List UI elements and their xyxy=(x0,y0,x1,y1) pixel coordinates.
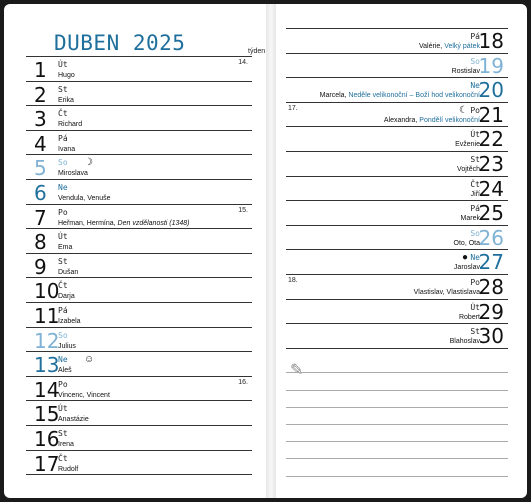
day-row xyxy=(286,28,508,54)
name-day xyxy=(452,68,480,75)
name-day-text: Izabela xyxy=(58,318,81,325)
day-of-week: So xyxy=(470,228,480,238)
day-number: 1 xyxy=(34,58,47,82)
name-day xyxy=(454,240,480,247)
day-number: 4 xyxy=(34,131,47,156)
name-day xyxy=(58,441,74,448)
holiday-note: Den vzdělanosti (1348) xyxy=(117,219,190,227)
name-day xyxy=(459,314,480,321)
day-number: 24 xyxy=(478,176,504,201)
holiday-name: Neděle velikonoční – Boží hod velikonoční xyxy=(348,92,480,100)
day-row xyxy=(286,102,508,128)
day-row xyxy=(26,81,252,107)
day-number: 27 xyxy=(478,250,504,275)
name-day xyxy=(58,392,110,399)
day-row xyxy=(26,327,252,353)
name-day xyxy=(58,195,111,202)
day-row xyxy=(26,228,252,254)
notes-line xyxy=(286,424,508,425)
day-of-week: St xyxy=(470,155,480,164)
day-row xyxy=(286,176,508,202)
day-number: 26 xyxy=(478,225,504,250)
name-day-text: Robert xyxy=(458,313,480,321)
day-number: 11 xyxy=(34,304,60,328)
day-row xyxy=(26,302,252,328)
name-day-text: Heřman, Hermína, xyxy=(58,219,116,227)
right-page xyxy=(286,4,508,498)
name-day-text: Blahoslav xyxy=(449,338,480,346)
name-day xyxy=(58,170,88,177)
name-day-text: Miroslava xyxy=(58,170,88,178)
holiday-name: Pondělí velikonoční xyxy=(419,116,480,124)
day-of-week: So xyxy=(470,56,480,66)
name-day xyxy=(471,191,480,198)
holiday-name: Velký pátek xyxy=(444,43,480,50)
name-day-text: Dušan xyxy=(58,268,79,276)
day-row xyxy=(26,376,252,402)
name-day-text: Vincenc, Vincent xyxy=(58,391,110,399)
name-day-text: Oto, Ota xyxy=(453,239,480,247)
day-number: 18 xyxy=(478,29,504,53)
name-day xyxy=(58,269,78,276)
day-of-week: Čt xyxy=(58,281,68,291)
name-day xyxy=(58,97,74,104)
notes-line xyxy=(286,407,508,408)
day-number: 8 xyxy=(34,230,47,255)
day-number: 10 xyxy=(34,279,60,304)
day-number: 2 xyxy=(34,82,47,107)
day-of-week: St xyxy=(470,327,480,337)
day-number: 3 xyxy=(34,107,47,132)
planner-spread xyxy=(4,4,527,498)
day-number: 16 xyxy=(34,427,60,451)
day-number: 6 xyxy=(34,181,47,205)
day-number: 15 xyxy=(34,402,60,427)
day-of-week: Út xyxy=(58,404,68,414)
day-of-week: Ne xyxy=(470,253,480,263)
name-day xyxy=(455,141,480,148)
day-row xyxy=(26,154,252,180)
day-row xyxy=(26,204,252,230)
name-day xyxy=(58,220,190,227)
name-day-text: Alexandra, xyxy=(383,116,418,124)
name-day-text: Julius xyxy=(58,342,76,350)
week-number: 15. xyxy=(238,206,248,214)
day-row xyxy=(286,200,508,226)
day-row xyxy=(286,53,508,79)
full-moon-icon: ☺ xyxy=(84,354,95,366)
name-day-text: Jaroslav xyxy=(453,264,480,272)
day-of-week: Po xyxy=(470,278,480,287)
name-day xyxy=(58,293,75,300)
name-day xyxy=(58,367,72,374)
name-day-text: Ema xyxy=(58,244,73,252)
day-of-week: Po xyxy=(470,105,480,115)
name-day xyxy=(384,117,480,124)
name-day xyxy=(58,416,89,423)
day-row xyxy=(286,249,508,275)
day-row xyxy=(26,400,252,426)
day-row xyxy=(286,274,508,300)
day-of-week: Ne xyxy=(58,183,68,192)
new-moon-icon: ● xyxy=(461,252,468,264)
day-of-week: Čt xyxy=(58,453,68,463)
name-day-text: Vlastislav, Vlastislava xyxy=(413,289,480,296)
day-of-week: So xyxy=(58,158,68,168)
name-day xyxy=(58,318,81,325)
day-number: 20 xyxy=(478,78,504,103)
day-of-week: St xyxy=(58,84,68,94)
name-day-text: Vendula, Venuše xyxy=(58,195,111,202)
name-day-text: Valérie, xyxy=(419,43,443,50)
day-number: 30 xyxy=(478,324,504,349)
day-row xyxy=(26,253,252,279)
day-number: 13 xyxy=(34,353,60,378)
pen-icon: ✎ xyxy=(290,362,304,379)
name-day-text: Evženie xyxy=(455,141,480,149)
name-day xyxy=(58,343,76,350)
month-title: DUBEN 2025 xyxy=(54,31,186,55)
day-of-week: Po xyxy=(58,379,68,389)
name-day-text: Erika xyxy=(58,96,74,104)
day-of-week: Út xyxy=(470,130,480,140)
day-of-week: Pá xyxy=(58,306,68,315)
day-number: 25 xyxy=(478,201,504,226)
name-day xyxy=(58,244,72,251)
day-row xyxy=(26,130,252,156)
notes-line xyxy=(286,458,508,459)
day-number: 22 xyxy=(478,127,504,152)
day-row xyxy=(286,323,508,349)
week-number: 17. xyxy=(288,104,298,112)
day-of-week: Po xyxy=(58,207,68,217)
day-row xyxy=(286,77,508,103)
day-of-week: Út xyxy=(58,60,68,69)
day-of-week: So xyxy=(58,330,68,340)
day-row xyxy=(26,179,252,205)
day-of-week: Pá xyxy=(470,32,480,41)
name-day xyxy=(414,289,480,296)
day-of-week: St xyxy=(58,256,68,266)
name-day-text: Jiří xyxy=(470,190,480,198)
notes-line xyxy=(286,372,508,373)
name-day-text: Aleš xyxy=(58,367,72,375)
day-of-week: Ne xyxy=(470,81,480,91)
day-number: 9 xyxy=(34,254,47,279)
day-of-week: Út xyxy=(58,232,68,242)
day-row xyxy=(286,225,508,251)
day-of-week: Pá xyxy=(470,204,480,214)
day-number: 7 xyxy=(34,205,47,230)
day-row xyxy=(26,56,252,82)
name-day xyxy=(320,92,480,99)
day-row xyxy=(26,425,252,451)
name-day-text: Rudolf xyxy=(58,465,79,473)
day-number: 5 xyxy=(34,156,47,181)
name-day xyxy=(58,146,75,153)
day-row xyxy=(26,105,252,131)
name-day-text: Vojtěch xyxy=(457,166,480,173)
name-day-text: Marcela, xyxy=(319,92,347,100)
day-of-week: Ne xyxy=(58,355,68,365)
name-day xyxy=(457,166,480,173)
week-header: týden xyxy=(248,48,266,55)
day-of-week: Pá xyxy=(58,133,68,143)
day-number: 29 xyxy=(478,299,504,324)
day-of-week: Čt xyxy=(58,109,68,119)
name-day xyxy=(58,466,78,473)
week-number: 18. xyxy=(288,277,298,284)
name-day-text: Darja xyxy=(58,293,75,301)
day-row xyxy=(26,450,252,476)
day-number: 28 xyxy=(478,275,504,299)
day-number: 17 xyxy=(34,451,60,476)
name-day xyxy=(461,215,480,222)
moon-phase-icon: ☽ xyxy=(84,157,93,169)
name-day xyxy=(419,43,480,50)
day-of-week: St xyxy=(58,429,68,438)
name-day-text: Marek xyxy=(460,215,480,223)
day-number: 14 xyxy=(34,377,60,402)
day-number: 12 xyxy=(34,328,60,353)
day-of-week: Čt xyxy=(470,179,480,189)
left-page xyxy=(26,4,266,498)
day-row xyxy=(26,277,252,303)
day-row xyxy=(286,299,508,325)
name-day xyxy=(58,121,82,128)
day-number: 23 xyxy=(478,152,504,176)
name-day-text: Rostislav xyxy=(451,67,480,75)
notes-line xyxy=(286,476,508,477)
day-row-end xyxy=(26,474,252,475)
day-row xyxy=(286,126,508,152)
name-day xyxy=(454,264,480,271)
notes-line xyxy=(286,441,508,442)
day-number: 21 xyxy=(478,102,504,127)
name-day-text: Hugo xyxy=(58,72,75,79)
moon-phase-icon: ☾ xyxy=(459,104,468,116)
binding-gutter xyxy=(266,4,276,498)
name-day-text: Anastázie xyxy=(58,416,89,424)
week-number: 14. xyxy=(238,59,248,66)
name-day-text: Irena xyxy=(58,441,74,448)
day-row xyxy=(286,151,508,177)
day-row-end xyxy=(286,348,508,349)
notes-line xyxy=(286,390,508,391)
day-of-week: Út xyxy=(470,302,480,312)
week-number: 16. xyxy=(238,378,248,386)
name-day-text: Ivana xyxy=(58,145,76,153)
day-row xyxy=(26,351,252,377)
name-day xyxy=(450,338,480,345)
name-day-text: Richard xyxy=(58,121,83,129)
name-day xyxy=(58,72,75,79)
day-number: 19 xyxy=(478,53,504,78)
